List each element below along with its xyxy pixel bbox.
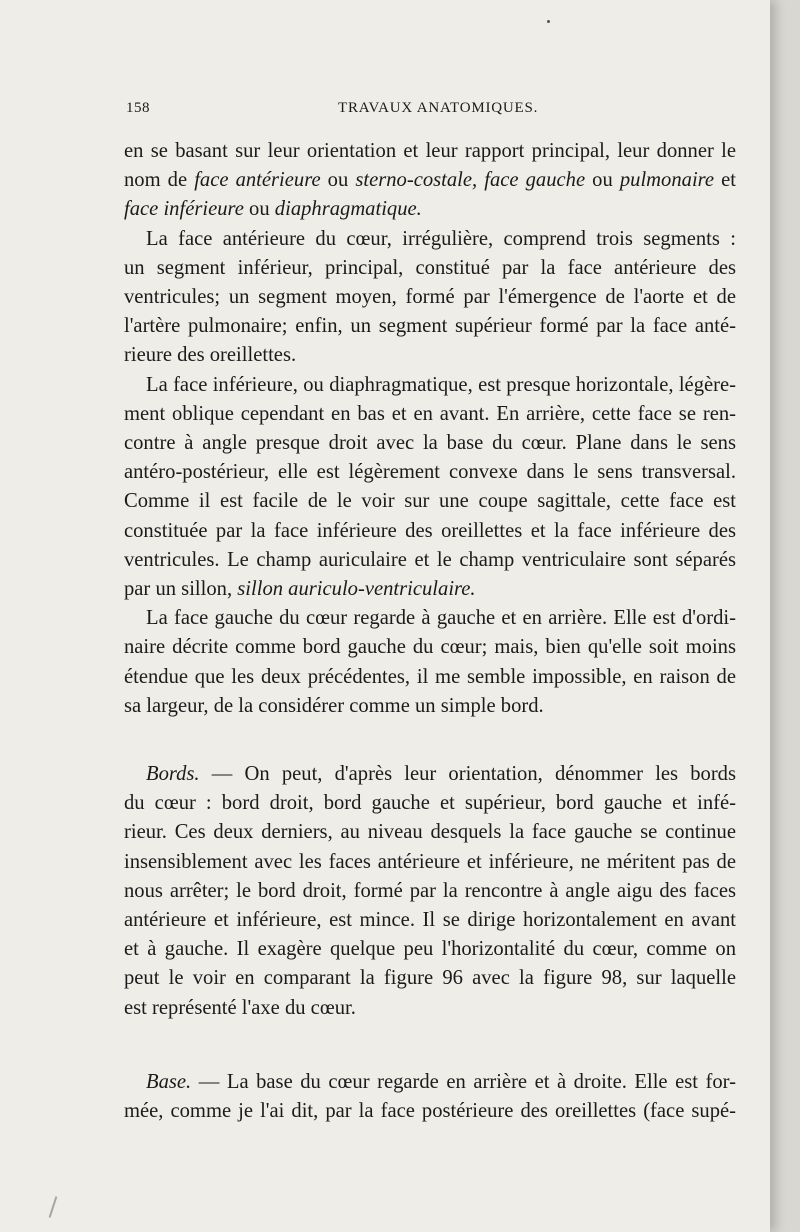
paragraph-4 xyxy=(124,604,736,721)
text-line: naire décrite comme bord gauche du cœur; mais, bien qu'elle soit moins xyxy=(124,636,736,659)
paragraph-1 xyxy=(124,137,736,225)
paragraph-2 xyxy=(124,225,736,371)
section-gap xyxy=(124,721,736,760)
text-line: insensiblement avec les faces antérieure et inférieure, ne méritent pas de xyxy=(124,850,736,873)
text-line: face inférieure ou diaphragmatique. xyxy=(124,198,422,221)
text-line: peut le voir en comparant la figure 96 avec la figure 98, sur laquelle xyxy=(124,967,736,990)
text-line: en se basant sur leur orientation et leur rapport principal, leur donner le xyxy=(124,140,736,162)
text-line: constituée par la face inférieure des oreillettes et la face inférieure des xyxy=(124,519,736,542)
section-gap xyxy=(124,1023,736,1068)
text-line: Base. — La base du cœur regarde en arrière et à droite. Elle est for- xyxy=(146,1070,736,1093)
text-line: La face antérieure du cœur, irrégulière, comprend trois segments : xyxy=(146,227,736,250)
text-line: Comme il est facile de le voir sur une coupe sagittale, cette face est xyxy=(124,490,736,513)
ink-speck xyxy=(547,20,550,23)
text-line: par un sillon, sillon auriculo-ventriculaire. xyxy=(124,578,476,601)
text-line: ventricules; un segment moyen, formé par l'émergence de l'aorte et de xyxy=(124,286,736,309)
text-line: Bords. — On peut, d'après leur orientation, dénommer les bords xyxy=(146,763,736,786)
section-heading: Base. xyxy=(146,1070,192,1093)
text-line: La face gauche du cœur regarde à gauche et en arrière. Elle est d'ordi- xyxy=(146,607,736,630)
text-line: rieure des oreillettes. xyxy=(124,344,297,367)
paragraph-base xyxy=(124,1068,736,1126)
text-line: et à gauche. Il exagère quelque peu l'horizontalité du cœur, comme on xyxy=(124,938,736,961)
text-line: ventricules. Le champ auriculaire et le champ ventriculaire sont séparés xyxy=(124,548,736,571)
margin-mark xyxy=(49,1196,58,1218)
text-line: nom de face antérieure ou sterno-costale, face gauche ou pulmonaire et xyxy=(124,169,736,192)
running-title: TRAVAUX ANATOMIQUES. xyxy=(338,100,539,116)
text-line: La face inférieure, ou diaphragmatique, est presque horizontale, légère- xyxy=(146,373,736,396)
section-heading: Bords. xyxy=(146,763,200,786)
text-line: l'artère pulmonaire; enfin, un segment supérieur formé par la face anté- xyxy=(124,315,736,338)
text-line: antérieure et inférieure, est mince. Il se dirige horizontalement en avant xyxy=(124,909,736,932)
text-line: est représenté l'axe du cœur. xyxy=(124,996,356,1019)
text-line: mée, comme je l'ai dit, par la face postérieure des oreillettes (face supé- xyxy=(124,1100,736,1123)
body-text xyxy=(124,137,736,1126)
paragraph-bords xyxy=(124,760,736,1023)
text-line: étendue que les deux précédentes, il me semble impossible, en raison de xyxy=(124,665,736,688)
text-line: rieur. Ces deux derniers, au niveau desquels la face gauche se continue xyxy=(124,821,736,844)
text-line: contre à angle presque droit avec la base du cœur. Plane dans le sens xyxy=(124,432,736,455)
text-line: antéro-postérieur, elle est légèrement convexe dans le sens transversal. xyxy=(124,461,736,484)
text-line: ment oblique cependant en bas et en avant. En arrière, cette face se ren- xyxy=(124,402,736,425)
text-line: du cœur : bord droit, bord gauche et supérieur, bord gauche et infé- xyxy=(124,792,736,815)
paragraph-3 xyxy=(124,371,736,605)
text-line: un segment inférieur, principal, constitué par la face antérieure des xyxy=(124,256,736,279)
page-number: 158 xyxy=(126,100,150,116)
text-line: sa largeur, de la considérer comme un simple bord. xyxy=(124,694,544,717)
text-line: nous arrêter; le bord droit, formé par la rencontre à angle aigu des faces xyxy=(124,879,736,902)
